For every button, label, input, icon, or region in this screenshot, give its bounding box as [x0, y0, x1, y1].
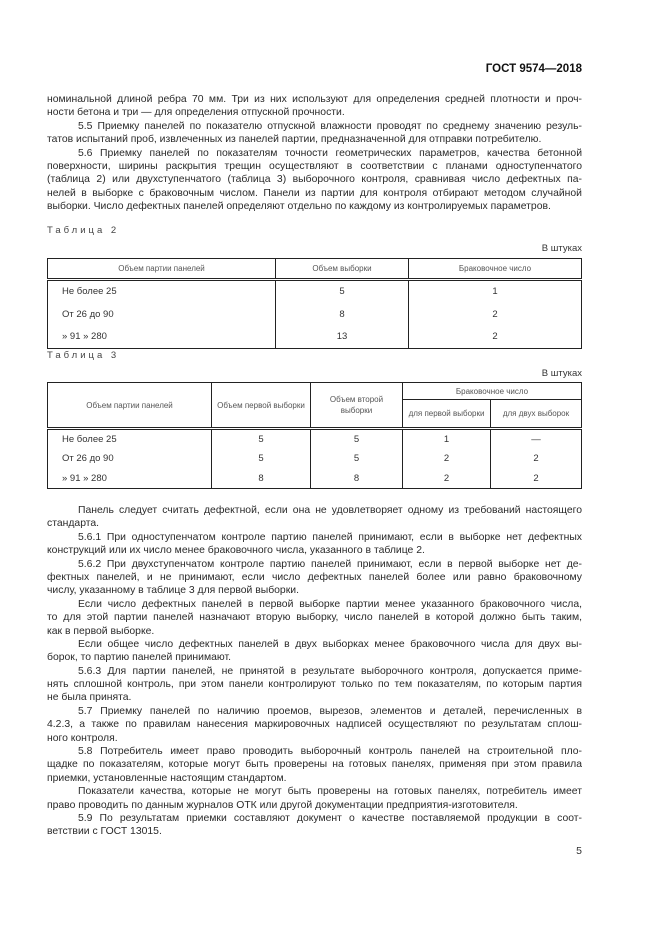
text-line: татов испытаний проб, извлеченных из панелей партии, предназначенной для отправки потребителю. — [47, 134, 542, 146]
table-cell: 13 — [276, 326, 409, 349]
text-line: 5.6.1 При одноступенчатом контроле партию панелей принимают, если в выборке нет дефектных — [78, 531, 582, 543]
column-subheader: для первой выборки — [403, 400, 491, 429]
text-line: фектных панелей, и не принимают, если число дефектных панелей более или равно браковочному — [47, 571, 582, 583]
text-block-top — [47, 93, 582, 214]
text-line: стандарта. — [47, 518, 100, 530]
table2-label: Таблица 2 — [47, 225, 120, 236]
column-header: Объем партии панелей — [48, 383, 212, 429]
table-cell: 2 — [409, 303, 582, 326]
table-cell: 1 — [403, 429, 491, 449]
column-subheader: для двух выборок — [491, 400, 582, 429]
table-row — [48, 303, 582, 326]
table-row — [48, 449, 582, 469]
text-line: приемки, установленные настоящим стандартом. — [47, 772, 287, 784]
document-id: ГОСТ 9574—2018 — [485, 63, 582, 75]
table-cell: От 26 до 90 — [48, 449, 212, 469]
column-header: Объем первой выборки — [212, 383, 311, 429]
table-2 — [47, 258, 582, 349]
table-cell: 2 — [491, 469, 582, 489]
text-line: Показатели качества, которые не могут быть проверены на готовых панелях, потребитель имеет — [78, 786, 582, 798]
text-line: 4.2.3, а также по правилам нанесения маркировочных надписей осуществляют по результатам сплош- — [47, 719, 582, 731]
text-line: поверхности, ширины раскрытия трещин осуществляют в соответствии с планами одноступенчатого — [47, 160, 582, 172]
text-line: Если общее число дефектных панелей в двух выборках менее браковочного числа для двух вы- — [78, 638, 582, 650]
table-cell: » 91 » 280 — [48, 469, 212, 489]
text-block-bottom — [47, 504, 582, 839]
text-line: 5.9 По результатам приемки составляют документ о качестве поставляемой продукции в соот- — [78, 812, 582, 824]
column-header: Браковочное число — [403, 383, 582, 400]
text-line: (таблица 2) или двухступенчатого (таблица 3) выборочного контроля, сравнивая число дефектных па- — [47, 174, 582, 186]
text-line: номинальной длиной ребра 70 мм. Три из них используют для определения средней плотности и проч- — [47, 94, 582, 105]
text-line: выборки. Число дефектных панелей определяют отдельно по каждому из контролируемых параметров. — [47, 201, 551, 213]
table-cell: 8 — [276, 303, 409, 326]
table-cell: 5 — [212, 449, 311, 469]
table-cell: 8 — [212, 469, 311, 489]
table-cell: 2 — [491, 449, 582, 469]
table-cell: От 26 до 90 — [48, 303, 276, 326]
table-cell: 1 — [409, 280, 582, 303]
table3-units: В штуках — [541, 368, 582, 379]
table-row — [48, 280, 582, 303]
text-line: нять сплошной контроль, при этом панели контролируют только по тем показателям, по которым партия — [47, 679, 582, 691]
text-line: ветствии с ГОСТ 13015. — [47, 826, 162, 838]
column-header: Браковочное число — [409, 259, 582, 280]
text-line: то для этой партии панелей назначают вторую выборку, число панелей в которой должно быть таким, — [47, 612, 582, 624]
column-header: Объем выборки — [276, 259, 409, 280]
table-cell: 5 — [276, 280, 409, 303]
column-header: Объем партии панелей — [48, 259, 276, 280]
text-line: ности бетона и три — для определения отпускной прочности. — [47, 107, 345, 119]
table-cell: 2 — [403, 449, 491, 469]
text-line: Панель следует считать дефектной, если она не удовлетворяет одному из требований настоящего — [78, 505, 582, 516]
table-cell: 5 — [212, 429, 311, 449]
table2-units: В штуках — [541, 243, 582, 254]
text-line: право проводить по данным журналов ОТК или другой документации предприятия-изготовителя. — [47, 799, 518, 811]
text-line: 5.6.2 При двухступенчатом контроле партию панелей принимают, если в первой выборке нет де- — [78, 558, 582, 570]
table-cell: Не более 25 — [48, 280, 276, 303]
table-row — [48, 429, 582, 449]
table-row — [48, 326, 582, 349]
text-line: 5.6 Приемку панелей по показателям точности геометрических параметров, качества бетонной — [78, 147, 582, 159]
table-cell: — — [491, 429, 582, 449]
table-3 — [47, 382, 582, 489]
table-cell: 5 — [311, 429, 403, 449]
text-line: конструкций или их число менее браковочного числа, указанного в таблице 2. — [47, 545, 425, 557]
text-line: ного контроля. — [47, 732, 118, 744]
text-line: как в первой выборке. — [47, 625, 155, 637]
table-cell: » 91 » 280 — [48, 326, 276, 349]
page-number: 5 — [576, 845, 582, 857]
table-cell: 2 — [403, 469, 491, 489]
table-cell: 8 — [311, 469, 403, 489]
text-line: 5.6.3 Для партии панелей, не принятой в результате выборочного контроля, допускается приме- — [78, 665, 582, 677]
table-cell: 2 — [409, 326, 582, 349]
table3-label: Таблица 3 — [47, 350, 120, 361]
text-line: нелей в выборке с браковочным числом. Панели из партии для контроля отбирают методом случайной — [47, 187, 582, 199]
text-line: не была принята. — [47, 692, 132, 704]
table-row — [48, 469, 582, 489]
column-header: Объем второй выборки — [311, 383, 403, 429]
table-cell: 5 — [311, 449, 403, 469]
text-line: щадке по показателям, которые могут быть проверены на готовых панелях, применяя при этом правила — [47, 759, 582, 771]
text-line: 5.7 Приемку панелей по наличию проемов, вырезов, элементов и деталей, перечисленных в — [78, 705, 582, 717]
text-line: борок, то партию панелей принимают. — [47, 652, 231, 664]
text-line: 5.8 Потребитель имеет право проводить выборочный контроль панелей на строительной пло- — [78, 746, 582, 758]
text-line: Если число дефектных панелей в первой выборке партии менее указанного браковочного числа, — [78, 598, 582, 610]
text-line: 5.5 Приемку панелей по показателю отпускной влажности проводят по среднему значению резуль- — [78, 120, 582, 132]
text-line: числу, указанному в таблице 3 для первой выборки. — [47, 585, 299, 597]
table-cell: Не более 25 — [48, 429, 212, 449]
